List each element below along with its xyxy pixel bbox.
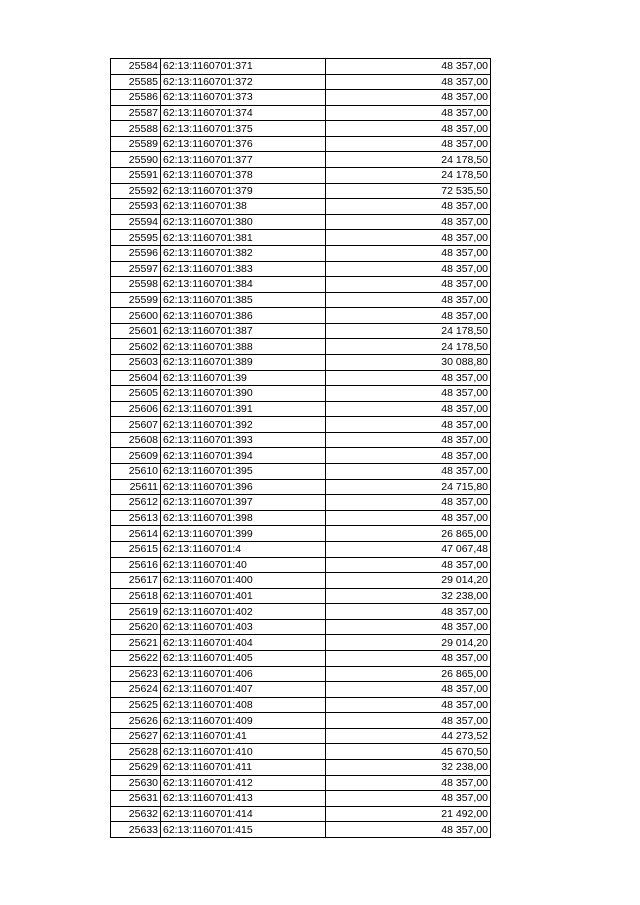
table-row	[111, 214, 491, 230]
value-cell: 48 357,00	[326, 386, 491, 402]
row-number-cell: 25633	[111, 822, 161, 838]
table-row	[111, 417, 491, 433]
cadastral-number-cell: 62:13:1160701:404	[161, 635, 326, 651]
value-cell: 32 238,00	[326, 588, 491, 604]
cadastral-number-cell: 62:13:1160701:378	[161, 168, 326, 184]
value-cell: 48 357,00	[326, 230, 491, 246]
value-cell: 48 357,00	[326, 59, 491, 75]
value-cell: 48 357,00	[326, 822, 491, 838]
value-cell: 44 273,52	[326, 728, 491, 744]
value-cell: 26 865,00	[326, 666, 491, 682]
value-cell: 29 014,20	[326, 573, 491, 589]
cadastral-number-cell: 62:13:1160701:383	[161, 261, 326, 277]
value-cell: 48 357,00	[326, 791, 491, 807]
row-number-cell: 25627	[111, 728, 161, 744]
row-number-cell: 25615	[111, 541, 161, 557]
table-row	[111, 199, 491, 215]
row-number-cell: 25632	[111, 806, 161, 822]
cadastral-number-cell: 62:13:1160701:389	[161, 354, 326, 370]
table-row	[111, 728, 491, 744]
cadastral-number-cell: 62:13:1160701:372	[161, 74, 326, 90]
row-number-cell: 25631	[111, 791, 161, 807]
table-row	[111, 354, 491, 370]
row-number-cell: 25605	[111, 386, 161, 402]
table-row	[111, 323, 491, 339]
row-number-cell: 25592	[111, 183, 161, 199]
cadastral-number-cell: 62:13:1160701:396	[161, 479, 326, 495]
cadastral-number-cell: 62:13:1160701:373	[161, 90, 326, 106]
row-number-cell: 25616	[111, 557, 161, 573]
value-cell: 48 357,00	[326, 401, 491, 417]
cadastral-number-cell: 62:13:1160701:4	[161, 541, 326, 557]
row-number-cell: 25617	[111, 573, 161, 589]
cadastral-number-cell: 62:13:1160701:380	[161, 214, 326, 230]
table-row	[111, 370, 491, 386]
value-cell: 45 670,50	[326, 744, 491, 760]
cadastral-number-cell: 62:13:1160701:407	[161, 682, 326, 698]
row-number-cell: 25601	[111, 323, 161, 339]
row-number-cell: 25595	[111, 230, 161, 246]
row-number-cell: 25602	[111, 339, 161, 355]
row-number-cell: 25620	[111, 619, 161, 635]
row-number-cell: 25610	[111, 464, 161, 480]
row-number-cell: 25584	[111, 59, 161, 75]
cadastral-number-cell: 62:13:1160701:392	[161, 417, 326, 433]
cadastral-number-cell: 62:13:1160701:413	[161, 791, 326, 807]
value-cell: 48 357,00	[326, 448, 491, 464]
table-row	[111, 308, 491, 324]
cadastral-number-cell: 62:13:1160701:411	[161, 760, 326, 776]
value-cell: 29 014,20	[326, 635, 491, 651]
row-number-cell: 25607	[111, 417, 161, 433]
value-cell: 48 357,00	[326, 245, 491, 261]
value-cell: 48 357,00	[326, 697, 491, 713]
row-number-cell: 25594	[111, 214, 161, 230]
cadastral-number-cell: 62:13:1160701:377	[161, 152, 326, 168]
table-row	[111, 401, 491, 417]
cadastral-number-cell: 62:13:1160701:384	[161, 277, 326, 293]
value-cell: 48 357,00	[326, 214, 491, 230]
row-number-cell: 25622	[111, 650, 161, 666]
value-cell: 47 067,48	[326, 541, 491, 557]
value-cell: 48 357,00	[326, 464, 491, 480]
value-cell: 48 357,00	[326, 713, 491, 729]
cadastral-number-cell: 62:13:1160701:406	[161, 666, 326, 682]
row-number-cell: 25619	[111, 604, 161, 620]
cadastral-number-cell: 62:13:1160701:410	[161, 744, 326, 760]
table-row	[111, 183, 491, 199]
cadastral-number-cell: 62:13:1160701:386	[161, 308, 326, 324]
table-row	[111, 105, 491, 121]
row-number-cell: 25606	[111, 401, 161, 417]
cadastral-number-cell: 62:13:1160701:381	[161, 230, 326, 246]
cadastral-number-cell: 62:13:1160701:41	[161, 728, 326, 744]
table-row	[111, 261, 491, 277]
row-number-cell: 25629	[111, 760, 161, 776]
row-number-cell: 25589	[111, 136, 161, 152]
value-cell: 48 357,00	[326, 432, 491, 448]
table-row	[111, 90, 491, 106]
value-cell: 24 178,50	[326, 323, 491, 339]
value-cell: 48 357,00	[326, 74, 491, 90]
cadastral-number-cell: 62:13:1160701:414	[161, 806, 326, 822]
row-number-cell: 25604	[111, 370, 161, 386]
table-row	[111, 697, 491, 713]
row-number-cell: 25600	[111, 308, 161, 324]
row-number-cell: 25603	[111, 354, 161, 370]
table-row	[111, 635, 491, 651]
cadastral-number-cell: 62:13:1160701:409	[161, 713, 326, 729]
value-cell: 48 357,00	[326, 619, 491, 635]
cadastral-number-cell: 62:13:1160701:393	[161, 432, 326, 448]
table-row	[111, 822, 491, 838]
value-cell: 48 357,00	[326, 261, 491, 277]
value-cell: 48 357,00	[326, 682, 491, 698]
cadastral-number-cell: 62:13:1160701:405	[161, 650, 326, 666]
table-row	[111, 510, 491, 526]
cadastral-number-cell: 62:13:1160701:390	[161, 386, 326, 402]
value-cell: 48 357,00	[326, 121, 491, 137]
row-number-cell: 25624	[111, 682, 161, 698]
table-row	[111, 152, 491, 168]
table-row	[111, 495, 491, 511]
cadastral-number-cell: 62:13:1160701:399	[161, 526, 326, 542]
value-cell: 48 357,00	[326, 90, 491, 106]
table-row	[111, 168, 491, 184]
table-row	[111, 650, 491, 666]
table-row	[111, 806, 491, 822]
value-cell: 48 357,00	[326, 136, 491, 152]
table-row	[111, 666, 491, 682]
row-number-cell: 25614	[111, 526, 161, 542]
value-cell: 48 357,00	[326, 417, 491, 433]
table-row	[111, 245, 491, 261]
cadastral-number-cell: 62:13:1160701:379	[161, 183, 326, 199]
cadastral-number-cell: 62:13:1160701:382	[161, 245, 326, 261]
table-row	[111, 541, 491, 557]
table-row	[111, 339, 491, 355]
value-cell: 26 865,00	[326, 526, 491, 542]
cadastral-number-cell: 62:13:1160701:402	[161, 604, 326, 620]
value-cell: 21 492,00	[326, 806, 491, 822]
table-row	[111, 136, 491, 152]
table-body	[111, 59, 491, 838]
table-row	[111, 682, 491, 698]
cadastral-number-cell: 62:13:1160701:388	[161, 339, 326, 355]
table-row	[111, 121, 491, 137]
cadastral-number-cell: 62:13:1160701:394	[161, 448, 326, 464]
row-number-cell: 25618	[111, 588, 161, 604]
table-row	[111, 386, 491, 402]
cadastral-number-cell: 62:13:1160701:400	[161, 573, 326, 589]
cadastral-number-cell: 62:13:1160701:374	[161, 105, 326, 121]
value-cell: 24 178,50	[326, 152, 491, 168]
value-cell: 48 357,00	[326, 495, 491, 511]
cadastral-number-cell: 62:13:1160701:376	[161, 136, 326, 152]
cadastral-number-cell: 62:13:1160701:38	[161, 199, 326, 215]
row-number-cell: 25623	[111, 666, 161, 682]
value-cell: 48 357,00	[326, 277, 491, 293]
value-cell: 24 178,50	[326, 339, 491, 355]
value-cell: 72 535,50	[326, 183, 491, 199]
row-number-cell: 25612	[111, 495, 161, 511]
table-row	[111, 59, 491, 75]
row-number-cell: 25588	[111, 121, 161, 137]
cadastral-number-cell: 62:13:1160701:375	[161, 121, 326, 137]
table-row	[111, 604, 491, 620]
cadastral-number-cell: 62:13:1160701:398	[161, 510, 326, 526]
row-number-cell: 25591	[111, 168, 161, 184]
value-cell: 48 357,00	[326, 199, 491, 215]
row-number-cell: 25630	[111, 775, 161, 791]
value-cell: 48 357,00	[326, 308, 491, 324]
table-row	[111, 277, 491, 293]
cadastral-number-cell: 62:13:1160701:401	[161, 588, 326, 604]
value-cell: 32 238,00	[326, 760, 491, 776]
cadastral-number-cell: 62:13:1160701:385	[161, 292, 326, 308]
table-row	[111, 479, 491, 495]
cadastral-number-cell: 62:13:1160701:39	[161, 370, 326, 386]
cadastral-number-cell: 62:13:1160701:403	[161, 619, 326, 635]
cadastral-number-cell: 62:13:1160701:412	[161, 775, 326, 791]
cadastral-value-table	[110, 58, 491, 838]
value-cell: 48 357,00	[326, 557, 491, 573]
table-row	[111, 74, 491, 90]
row-number-cell: 25586	[111, 90, 161, 106]
cadastral-number-cell: 62:13:1160701:40	[161, 557, 326, 573]
table-row	[111, 448, 491, 464]
row-number-cell: 25608	[111, 432, 161, 448]
table-row	[111, 230, 491, 246]
cadastral-number-cell: 62:13:1160701:387	[161, 323, 326, 339]
cadastral-number-cell: 62:13:1160701:408	[161, 697, 326, 713]
cadastral-number-cell: 62:13:1160701:397	[161, 495, 326, 511]
value-cell: 48 357,00	[326, 650, 491, 666]
row-number-cell: 25626	[111, 713, 161, 729]
cadastral-number-cell: 62:13:1160701:395	[161, 464, 326, 480]
row-number-cell: 25613	[111, 510, 161, 526]
value-cell: 48 357,00	[326, 370, 491, 386]
table-row	[111, 588, 491, 604]
row-number-cell: 25621	[111, 635, 161, 651]
row-number-cell: 25585	[111, 74, 161, 90]
table-row	[111, 557, 491, 573]
table-row	[111, 775, 491, 791]
row-number-cell: 25597	[111, 261, 161, 277]
table-row	[111, 791, 491, 807]
row-number-cell: 25598	[111, 277, 161, 293]
row-number-cell: 25625	[111, 697, 161, 713]
table-row	[111, 713, 491, 729]
table-row	[111, 432, 491, 448]
cadastral-number-cell: 62:13:1160701:371	[161, 59, 326, 75]
value-cell: 48 357,00	[326, 105, 491, 121]
table-row	[111, 760, 491, 776]
row-number-cell: 25628	[111, 744, 161, 760]
value-cell: 30 088,80	[326, 354, 491, 370]
table-row	[111, 526, 491, 542]
row-number-cell: 25596	[111, 245, 161, 261]
cadastral-number-cell: 62:13:1160701:391	[161, 401, 326, 417]
table-row	[111, 292, 491, 308]
table-row	[111, 573, 491, 589]
value-cell: 48 357,00	[326, 510, 491, 526]
table-row	[111, 744, 491, 760]
value-cell: 48 357,00	[326, 604, 491, 620]
table-row	[111, 619, 491, 635]
row-number-cell: 25593	[111, 199, 161, 215]
row-number-cell: 25599	[111, 292, 161, 308]
value-cell: 48 357,00	[326, 292, 491, 308]
value-cell: 24 715,80	[326, 479, 491, 495]
value-cell: 24 178,50	[326, 168, 491, 184]
value-cell: 48 357,00	[326, 775, 491, 791]
row-number-cell: 25609	[111, 448, 161, 464]
cadastral-number-cell: 62:13:1160701:415	[161, 822, 326, 838]
row-number-cell: 25590	[111, 152, 161, 168]
row-number-cell: 25611	[111, 479, 161, 495]
row-number-cell: 25587	[111, 105, 161, 121]
table-row	[111, 464, 491, 480]
